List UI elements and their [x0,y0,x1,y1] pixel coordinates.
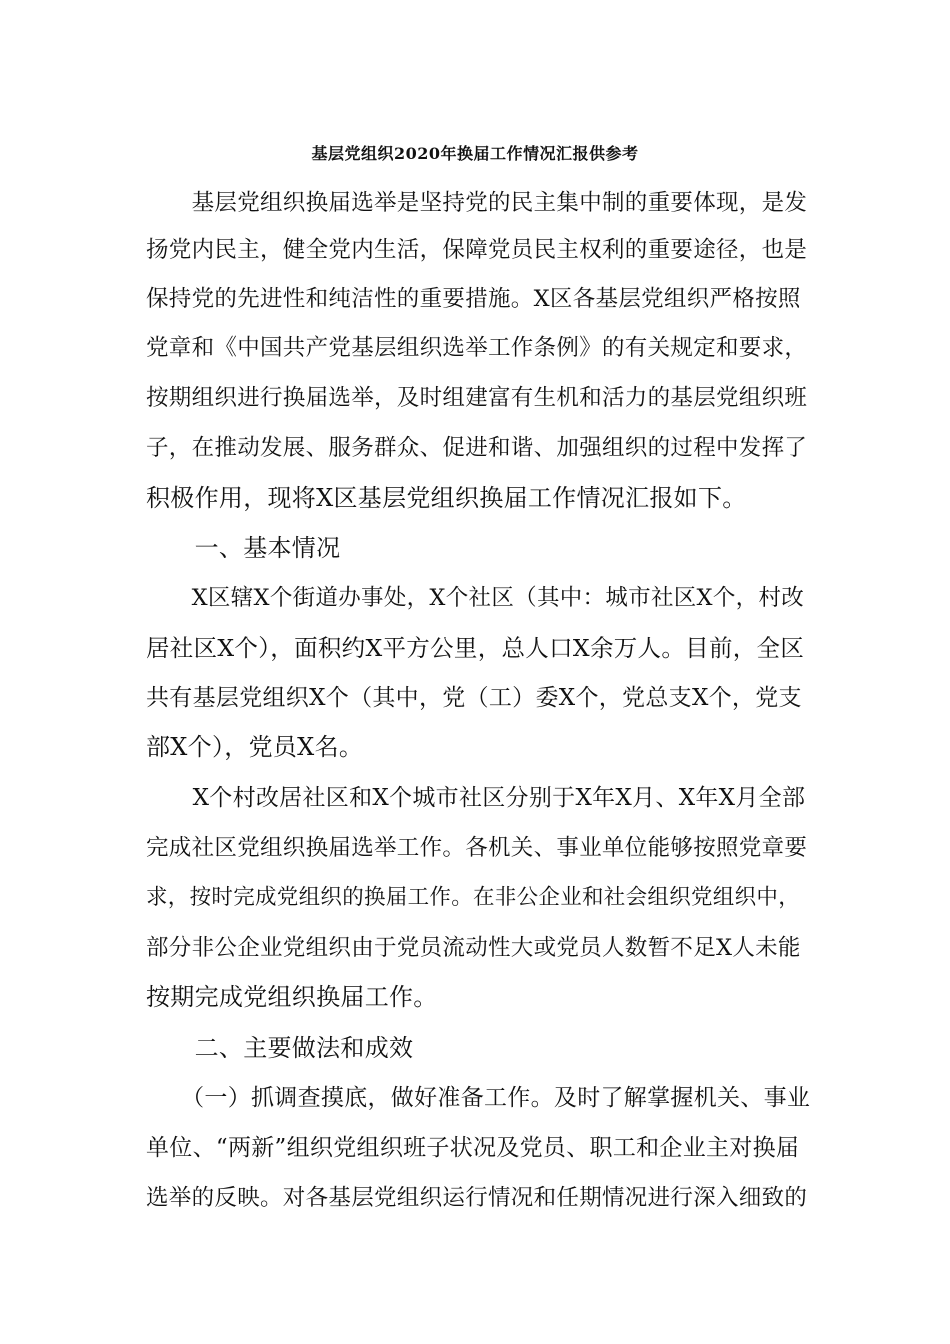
text-line: 基层党组织换届选举是坚持党的民主集中制的重要体现，是发 [146,190,808,216]
text-line: 完成社区党组织换届选举工作。各机关、事业单位能够按照党章要 [146,835,808,861]
text-line: 积极作用，现将X区基层党组织换届工作情况汇报如下。 [146,484,747,512]
text-line: 子，在推动发展、服务群众、促进和谐、加强组织的过程中发挥了 [146,435,808,461]
text-line: X区辖X个街道办事处，X个社区（其中：城市社区X个，村改 [146,585,805,611]
text-line: X个村改居社区和X个城市社区分别于X年X月、X年X月全部 [146,785,806,811]
text-line: 居社区X个），面积约X平方公里，总人口X余万人。目前，全区 [146,634,805,662]
text-line: 部X个），党员X名。 [146,733,364,761]
text-line: 按期完成党组织换届工作。 [146,983,438,1011]
text-line: 扬党内民主，健全党内生活，保障党员民主权利的重要途径，也是 [146,237,808,263]
document-title: 基层党组织2020年换届工作情况汇报供参考 [311,144,639,163]
text-line: 选举的反映。对各基层党组织运行情况和任期情况进行深入细致的 [146,1185,808,1211]
text-line: 单位、“两新”组织党组织班子状况及党员、职工和企业主对换届 [146,1135,800,1161]
section-heading: 一、基本情况 [146,534,341,562]
text-line: 求，按时完成党组织的换届工作。在非公企业和社会组织党组织中， [146,885,801,910]
text-line: 按期组织进行换届选举，及时组建富有生机和活力的基层党组织班 [146,385,808,411]
text-line: 部分非公企业党组织由于党员流动性大或党员人数暂不足X人未能 [146,935,801,961]
text-line: 保持党的先进性和纯洁性的重要措施。X区各基层党组织严格按照 [146,286,801,312]
text-line: 共有基层党组织X个（其中，党（工）委X个，党总支X个，党支 [146,685,802,711]
section-heading: 二、主要做法和成效 [146,1034,414,1062]
text-line: 党章和《中国共产党基层组织选举工作条例》的有关规定和要求， [146,335,808,361]
text-line: （一）抓调查摸底，做好准备工作。及时了解掌握机关、事业 [146,1085,811,1111]
